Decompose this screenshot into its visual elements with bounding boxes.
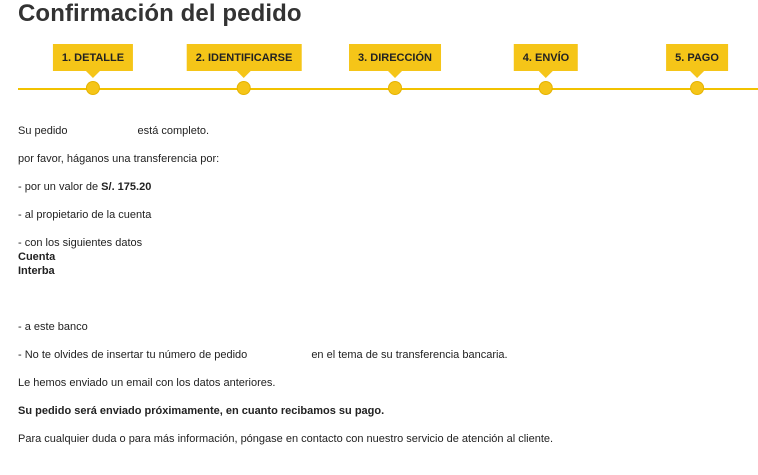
amount-prefix: - por un valor de (18, 181, 99, 193)
step-pointer (539, 71, 553, 78)
transfer-request-text: por favor, háganos una transferencia por: (18, 153, 220, 165)
step-direccion[interactable] (349, 44, 441, 78)
reminder-suffix: en el tema de su transferencia bancaria. (311, 349, 508, 361)
bank-line: - a este banco (18, 321, 88, 333)
interbank-label: Interba (18, 265, 55, 277)
step-label: 5. PAGO (666, 44, 728, 71)
step-identificarse[interactable] (187, 44, 302, 78)
step-pointer (86, 71, 100, 78)
order-complete-prefix: Su pedido (18, 125, 68, 137)
step-dot (540, 82, 552, 94)
step-dot (238, 82, 250, 94)
account-details-intro: - con los siguientes datos (18, 237, 143, 249)
step-label: 1. DETALLE (53, 44, 133, 71)
account-label: Cuenta (18, 251, 56, 263)
step-pointer (388, 71, 402, 78)
step-dot (691, 82, 703, 94)
reminder-prefix: - No te olvides de insertar tu número de pedido (18, 349, 248, 361)
amount-line (18, 181, 151, 193)
step-pointer (237, 71, 251, 78)
step-label: 3. DIRECCIÓN (349, 44, 441, 71)
contact-text: Para cualquier duda o para más información, póngase en contacto con nuestro servicio de atención al cliente. (18, 433, 554, 445)
step-pago[interactable] (666, 44, 728, 78)
page-title: Confirmación del pedido (18, 0, 302, 27)
order-complete-text (18, 125, 209, 137)
step-pointer (690, 71, 704, 78)
account-owner-line: - al propietario de la cuenta (18, 209, 152, 221)
step-label: 2. IDENTIFICARSE (187, 44, 302, 71)
step-dot (389, 82, 401, 94)
checkout-steps (0, 44, 758, 104)
step-dot (87, 82, 99, 94)
steps-progress-line (18, 88, 758, 90)
step-detalle[interactable] (53, 44, 133, 78)
step-label: 4. ENVÍO (514, 44, 578, 71)
order-amount: S/. 175.20 (101, 181, 152, 193)
reminder-line (18, 349, 508, 361)
step-envio[interactable] (514, 44, 578, 78)
order-complete-suffix: está completo. (137, 125, 210, 137)
email-sent-text: Le hemos enviado un email con los datos anteriores. (18, 377, 276, 389)
shipping-note: Su pedido será enviado próximamente, en cuanto recibamos su pago. (18, 405, 385, 417)
